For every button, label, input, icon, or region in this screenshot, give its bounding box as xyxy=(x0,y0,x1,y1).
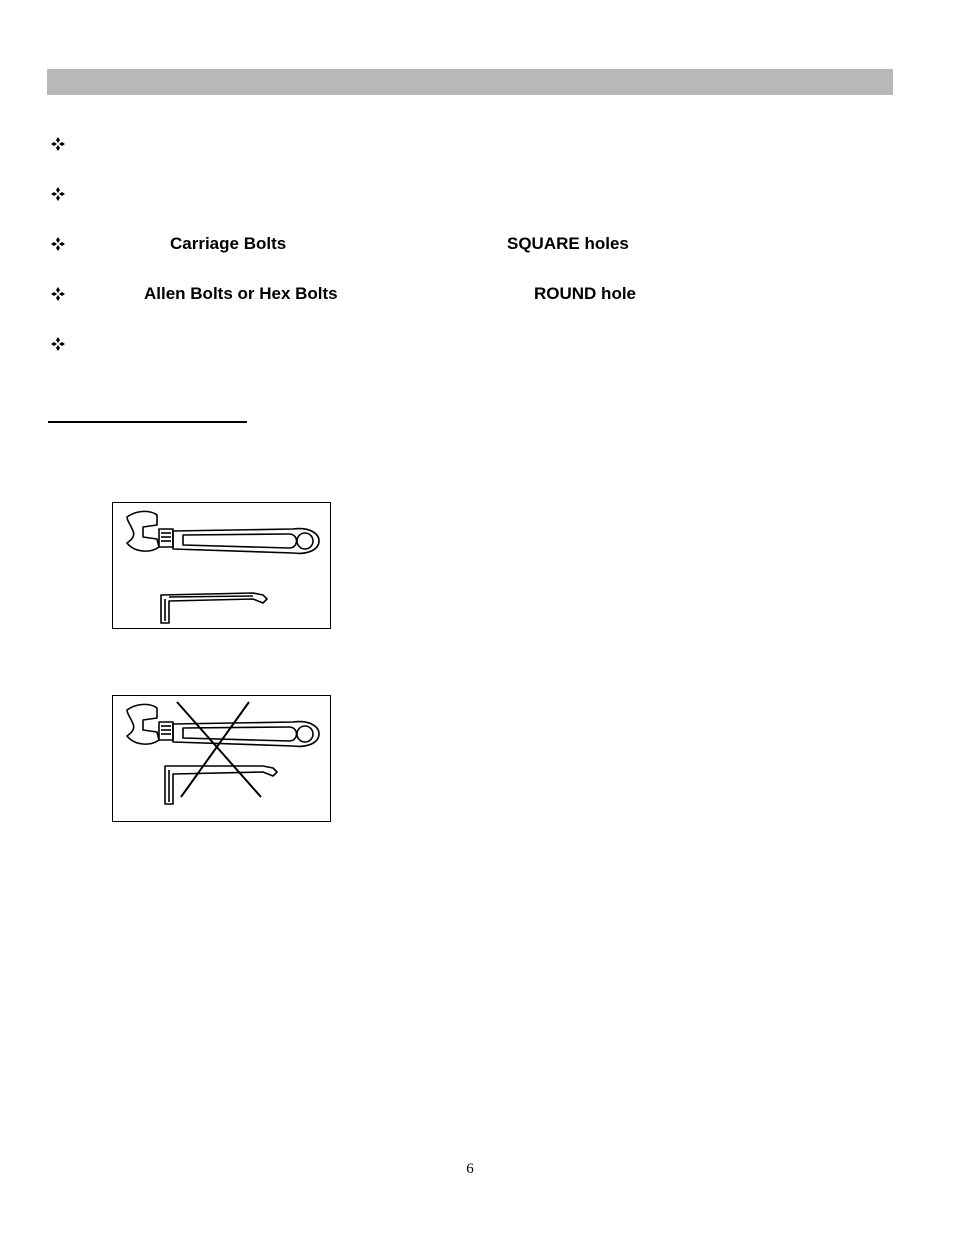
diamond-bullet-icon xyxy=(50,236,66,252)
page-number: 6 xyxy=(466,1161,474,1177)
bullet-item-1 xyxy=(0,134,954,158)
carriage-bolts-label: Carriage Bolts xyxy=(170,234,287,253)
tools-figure-correct xyxy=(112,502,331,629)
diamond-bullet-icon xyxy=(50,336,66,352)
allen-hex-bolts-label: Allen Bolts or Hex Bolts xyxy=(144,284,338,303)
bullet-item-2 xyxy=(0,184,954,208)
round-hole-label: ROUND hole xyxy=(534,284,636,303)
wrench-and-allen-key-crossed-icon xyxy=(113,696,332,823)
section-heading-underline xyxy=(48,421,247,423)
bullet-item-4 xyxy=(0,284,954,308)
square-holes-label: SQUARE holes xyxy=(507,234,629,253)
diamond-bullet-icon xyxy=(50,186,66,202)
section-header-bar xyxy=(47,69,893,95)
tools-figure-incorrect xyxy=(112,695,331,822)
diamond-bullet-icon xyxy=(50,136,66,152)
bullet-item-5 xyxy=(0,334,954,358)
cross-out-mark xyxy=(177,702,261,797)
bullet-item-3 xyxy=(0,234,954,258)
wrench-and-allen-key-icon xyxy=(113,503,332,630)
diamond-bullet-icon xyxy=(50,286,66,302)
